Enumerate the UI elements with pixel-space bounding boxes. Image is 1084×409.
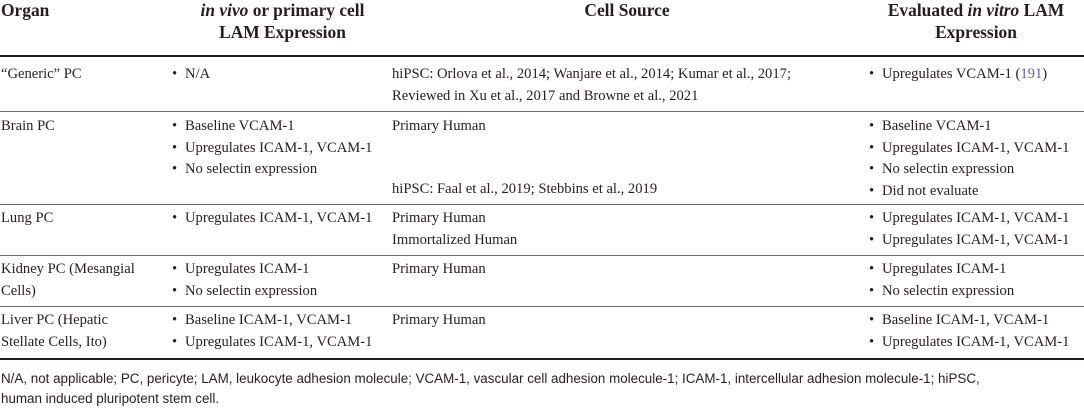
list-item: • No selectin expression [171, 281, 317, 303]
source-line: Primary Human [392, 118, 486, 134]
row-brain-organ [1, 116, 55, 138]
footnote-line: human induced pluripotent stem cell. [1, 391, 220, 406]
row-generic-in-vivo [171, 64, 210, 86]
list-item: • Upregulates ICAM-1, VCAM-1 [171, 138, 372, 160]
header-in-vivo-line2: LAM Expression [219, 21, 346, 42]
table-footnote [1, 369, 1081, 409]
header-in-vivo-line1 [175, 0, 390, 22]
row-generic-organ [1, 64, 82, 86]
list-item: • Upregulates ICAM-1, VCAM-1 [868, 230, 1069, 252]
row-kidney-source [392, 259, 486, 281]
list-item: • No selectin expression [171, 159, 372, 181]
row-liver-in-vitro [868, 310, 1069, 353]
organ-label: Liver PC (Hepatic [1, 312, 108, 328]
organ-label: “Generic” PC [1, 66, 82, 82]
header-evaluated-line2: Expression [935, 21, 1017, 42]
header-in-vivo-rest: or primary cell [248, 0, 365, 20]
list-item: • No selectin expression [868, 159, 1069, 181]
header-evaluated-post: LAM [1019, 0, 1065, 20]
source-line: hiPSC: Orlova et al., 2014; Wanjare et al., 2014; Kumar et al., 2017; [392, 66, 791, 82]
organ-label: Kidney PC (Mesangial [1, 261, 135, 277]
list-item: • Upregulates ICAM-1, VCAM-1 [868, 208, 1069, 230]
row-lung-in-vivo [171, 208, 372, 230]
list-item: • Upregulates ICAM-1 [171, 259, 317, 281]
list-item: • Upregulates ICAM-1, VCAM-1 [171, 208, 372, 230]
row-divider [0, 111, 1084, 112]
header-evaluated [868, 0, 1084, 43]
header-rule [0, 55, 1084, 57]
row-lung-source [392, 208, 517, 251]
header-in-vivo [175, 0, 390, 43]
row-divider [0, 255, 1084, 256]
header-evaluated-pre: Evaluated [887, 0, 968, 20]
list-item: • Baseline VCAM-1 [868, 116, 1069, 138]
row-brain-source [392, 116, 486, 138]
reference-link[interactable]: 191 [1020, 66, 1043, 82]
source-line: Primary Human [392, 210, 486, 226]
list-item: • Upregulates ICAM-1, VCAM-1 [868, 138, 1069, 160]
row-liver-source [392, 310, 486, 332]
row-divider [0, 204, 1084, 205]
list-item: • Baseline ICAM-1, VCAM-1 [868, 310, 1069, 332]
list-item: • Upregulates ICAM-1, VCAM-1 [171, 332, 372, 354]
row-divider [0, 306, 1084, 307]
header-in-vivo-italic: in vivo [200, 0, 249, 20]
row-liver-organ [1, 310, 108, 353]
row-brain-in-vitro [868, 116, 1069, 202]
in-vitro-text-end: ) [1042, 66, 1048, 82]
footnote-line: N/A, not applicable; PC, pericyte; LAM, leukocyte adhesion molecule; VCAM-1, vascular cell adhesion molecule-1; ICAM-1, intercellular adhesion molecule-1; hiPSC, [1, 371, 980, 386]
header-organ [1, 0, 49, 22]
header-evaluated-line1 [868, 0, 1084, 22]
organ-label: Lung PC [1, 210, 54, 226]
source-line: Reviewed in Xu et al., 2017 and Browne et al., 2021 [392, 87, 699, 104]
source-line: Primary Human [392, 312, 486, 328]
list-item: • Upregulates ICAM-1 [868, 259, 1014, 281]
table-bottom-rule [0, 358, 1084, 360]
row-brain-in-vivo [171, 116, 372, 181]
row-brain-source-hipsc [392, 179, 657, 201]
row-liver-in-vivo [171, 310, 372, 353]
in-vitro-text: Upregulates VCAM-1 ( [882, 66, 1021, 82]
source-line: hiPSC: Faal et al., 2019; Stebbins et al., 2019 [392, 181, 658, 197]
organ-label: Stellate Cells, Ito) [1, 333, 107, 350]
list-item: • Did not evaluate [868, 181, 1069, 203]
header-cell-source-label: Cell Source [584, 0, 670, 20]
row-generic-in-vitro [868, 64, 1047, 86]
row-kidney-in-vitro [868, 259, 1014, 302]
organ-label: Cells) [1, 282, 36, 299]
row-lung-in-vitro [868, 208, 1069, 251]
row-kidney-organ [1, 259, 135, 302]
row-lung-organ [1, 208, 53, 230]
list-item: • Upregulates ICAM-1, VCAM-1 [868, 332, 1069, 354]
list-item: • N/A [171, 64, 210, 86]
row-kidney-in-vivo [171, 259, 317, 302]
header-organ-label: Organ [1, 0, 50, 20]
list-item: • Baseline VCAM-1 [171, 116, 372, 138]
source-line: Immortalized Human [392, 231, 518, 248]
list-item: • No selectin expression [868, 281, 1014, 303]
organ-label: Brain PC [1, 118, 55, 134]
list-item [868, 64, 1047, 86]
source-line: Primary Human [392, 261, 486, 277]
row-generic-source [392, 64, 791, 107]
header-cell-source [392, 0, 862, 22]
list-item: • Baseline ICAM-1, VCAM-1 [171, 310, 372, 332]
header-evaluated-italic: in vitro [967, 0, 1020, 20]
